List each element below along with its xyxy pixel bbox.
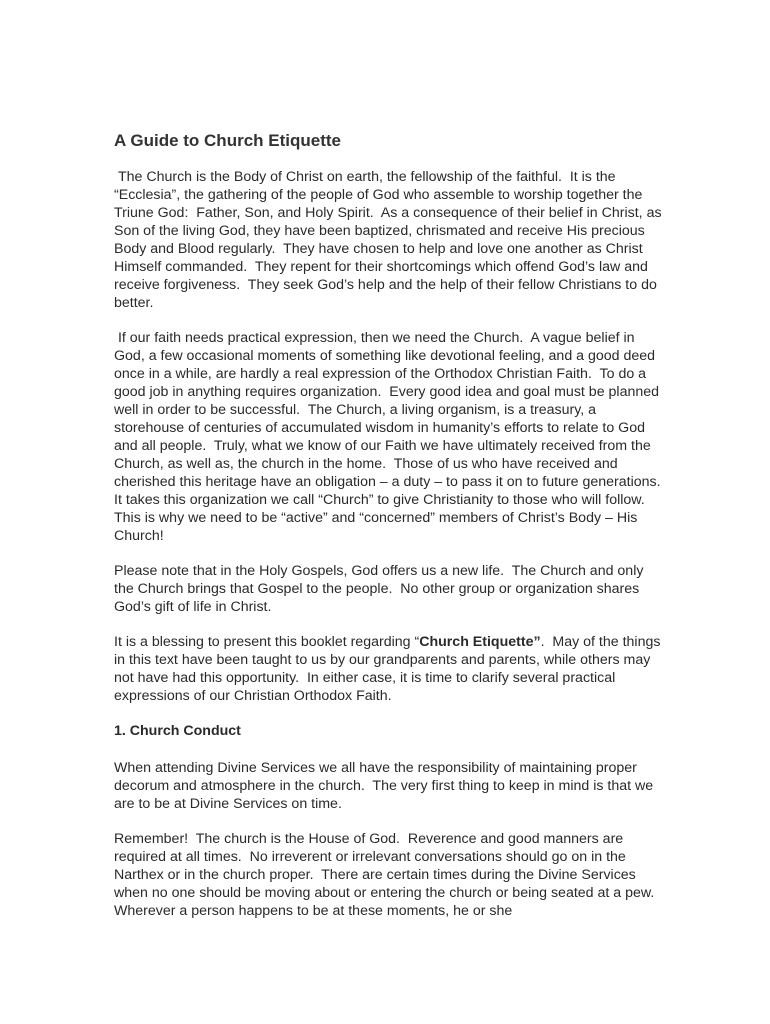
booklet-intro-text-start: It is a blessing to present this booklet regarding “ [114,634,420,650]
booklet-intro-text-end: . May of the things in this text have been taught to us by our grandparents and parents, while others may not have had this opportunity. In either case, it is time to clarify several practical expressions of our Christian Orthodox Faith. [114,634,665,704]
document-title: A Guide to Church Etiquette [114,131,341,150]
paragraph-house-of-god: Remember! The church is the House of God. Reverence and good manners are required at all times. No irreverent or irrelevant conversations should go on in the Narthex or in the church proper. There are certain times during the Divine Services when no one should be moving about or entering the church or being seated at a pew. Wherever a person happens to be at these moments, he or she [114,831,663,919]
paragraph-booklet-intro [114,633,665,705]
paragraph-holy-gospels: Please note that in the Holy Gospels, God offers us a new life. The Church and only the Church brings that Gospel to the people. No other group or organization shares God’s gift of life in Christ. [114,563,648,615]
section-heading-church-conduct: 1. Church Conduct [114,723,241,739]
paragraph-church-body: The Church is the Body of Christ on earth, the fellowship of the faithful. It is the “Ecclesia”, the gathering of the people of God who assemble to worship together the Triune God: Father, Son, and Holy Spirit. As a consequence of their belief in Christ, as Son of the living God, they have been baptized, chrismated and receive His precious Body and Blood regularly. They have chosen to help and love one another as Christ Himself commanded. They repent for their shortcomings which offend God’s law and receive forgiveness. They seek God’s help and the help of their fellow Christians to do better. [114,169,666,311]
paragraph-divine-services: When attending Divine Services we all have the responsibility of maintaining proper decorum and atmosphere in the church. The very first thing to keep in mind is that we are to be at Divine Services on time. [114,760,658,812]
paragraph-practical-expression: If our faith needs practical expression, then we need the Church. A vague belief in God, a few occasional moments of something like devotional feeling, and a good deed once in a while, are hardly a real expression of the Orthodox Christian Faith. To do a good job in anything requires organization. Every good idea and goal must be planned well in order to be successful. The Church, a living organism, is a treasury, a storehouse of centuries of accumulated wisdom in humanity’s efforts to relate to God and all people. Truly, what we know of our Faith we have ultimately received from the Church, as well as, the church in the home. Those of us who have received and cherished this heritage have an obligation – a duty – to pass it on to future generations. It takes this organization we call “Church” to give Christianity to those who will follow. This is why we need to be “active” and “concerned” members of Christ’s Body – His Church! [114,330,669,544]
document-page [114,130,669,920]
booklet-title-bold: Church Etiquette” [419,634,541,650]
